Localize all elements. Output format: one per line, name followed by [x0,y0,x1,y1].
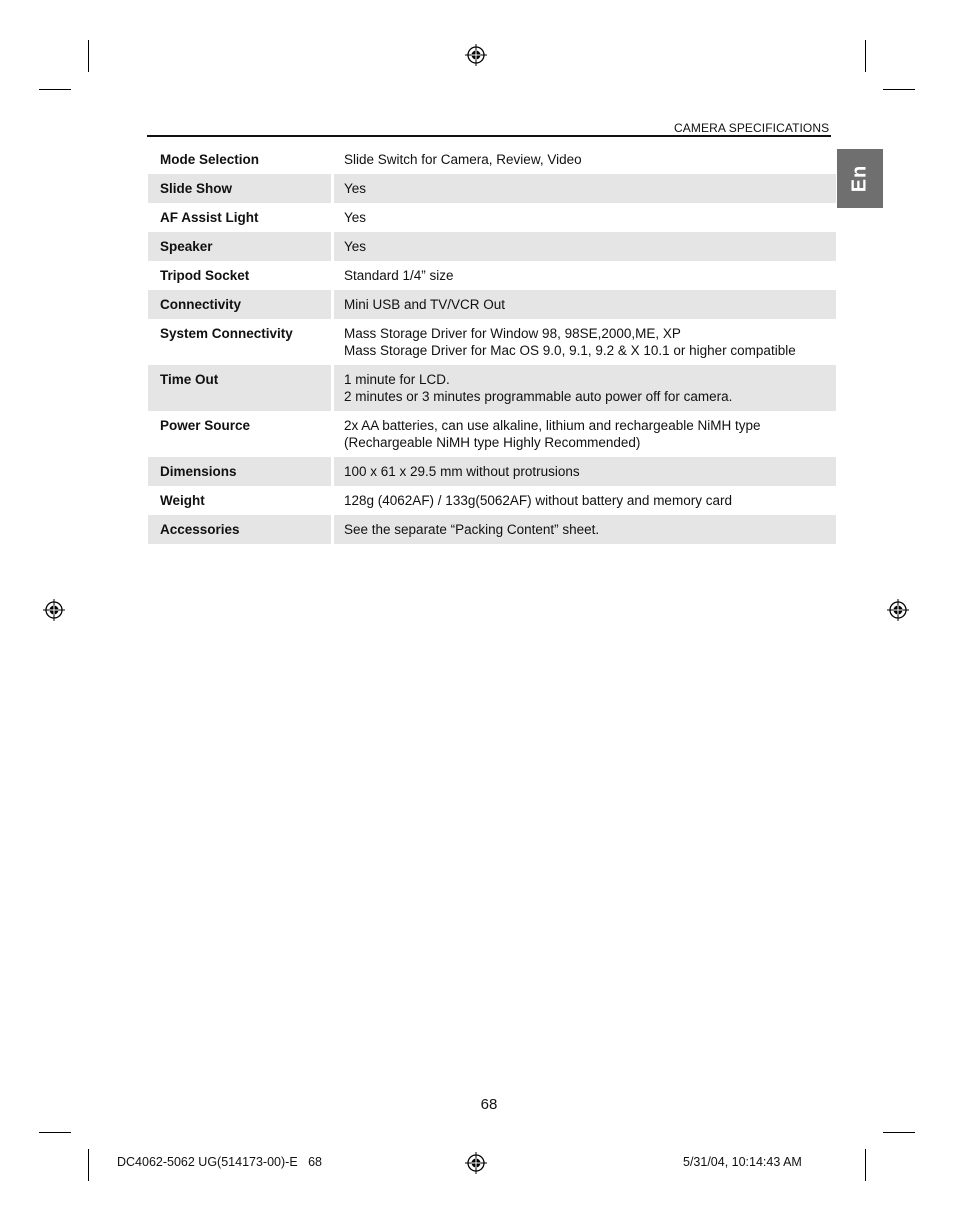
spec-value-line: Standard 1/4” size [344,268,454,283]
spec-row [148,486,836,515]
spec-label: Speaker [148,232,333,261]
spec-value-line: Yes [344,210,367,225]
spec-value [333,232,837,261]
spec-value [333,411,837,457]
crop-mark [865,1149,866,1181]
footer-job-info: DC4062-5062 UG(514173-00)-E 68 [117,1155,322,1169]
crop-mark [39,1132,71,1133]
registration-mark-icon [465,44,487,66]
spec-row [148,290,836,319]
spec-label: Mode Selection [148,145,333,174]
spec-row [148,319,836,365]
spec-value-line: Mass Storage Driver for Mac OS 9.0, 9.1, 9.2 & X 10.1 or higher compatible [344,343,796,358]
spec-value-line: 100 x 61 x 29.5 mm without protrusions [344,464,580,479]
spec-label: Tripod Socket [148,261,333,290]
spec-value [333,319,837,365]
crop-mark [883,89,915,90]
specifications-table [148,145,836,544]
registration-mark-icon [887,599,909,621]
spec-label: Slide Show [148,174,333,203]
spec-value-line: Yes [344,239,367,254]
spec-row [148,261,836,290]
spec-row [148,174,836,203]
spec-row [148,232,836,261]
spec-label: System Connectivity [148,319,333,365]
spec-row [148,365,836,411]
spec-value [333,515,837,544]
spec-value-line: Yes [344,181,367,196]
registration-mark-icon [465,1152,487,1174]
spec-row [148,411,836,457]
spec-row [148,457,836,486]
crop-mark [883,1132,915,1133]
spec-label: Weight [148,486,333,515]
spec-value [333,174,837,203]
spec-value-line: (Rechargeable NiMH type Highly Recommended) [344,435,641,450]
spec-value [333,261,837,290]
spec-value-line: Mass Storage Driver for Window 98, 98SE,2000,ME, XP [344,326,681,341]
spec-value [333,365,837,411]
section-header: CAMERA SPECIFICATIONS [674,121,830,135]
spec-label: Connectivity [148,290,333,319]
spec-value [333,290,837,319]
spec-value-line: See the separate “Packing Content” sheet. [344,522,600,537]
spec-value [333,457,837,486]
page-number: 68 [480,1096,498,1113]
spec-value-line: 1 minute for LCD. [344,372,450,387]
language-tab-label: En [848,164,871,193]
spec-label: AF Assist Light [148,203,333,232]
spec-label: Time Out [148,365,333,411]
spec-value-line: 2 minutes or 3 minutes programmable auto power off for camera. [344,389,733,404]
crop-mark [88,40,89,72]
spec-label: Power Source [148,411,333,457]
spec-value-line: 128g (4062AF) / 133g(5062AF) without battery and memory card [344,493,732,508]
spec-value [333,145,837,174]
registration-mark-icon [43,599,65,621]
spec-value [333,486,837,515]
spec-row [148,203,836,232]
crop-mark [865,40,866,72]
spec-value [333,203,837,232]
spec-value-line: 2x AA batteries, can use alkaline, lithium and rechargeable NiMH type [344,418,761,433]
spec-label: Dimensions [148,457,333,486]
spec-row [148,145,836,174]
crop-mark [39,89,71,90]
spec-row [148,515,836,544]
spec-label: Accessories [148,515,333,544]
language-tab [837,149,883,208]
spec-value-line: Mini USB and TV/VCR Out [344,297,506,312]
crop-mark [88,1149,89,1181]
header-rule [147,135,831,137]
footer-timestamp: 5/31/04, 10:14:43 AM [683,1155,802,1169]
spec-value-line: Slide Switch for Camera, Review, Video [344,152,582,167]
